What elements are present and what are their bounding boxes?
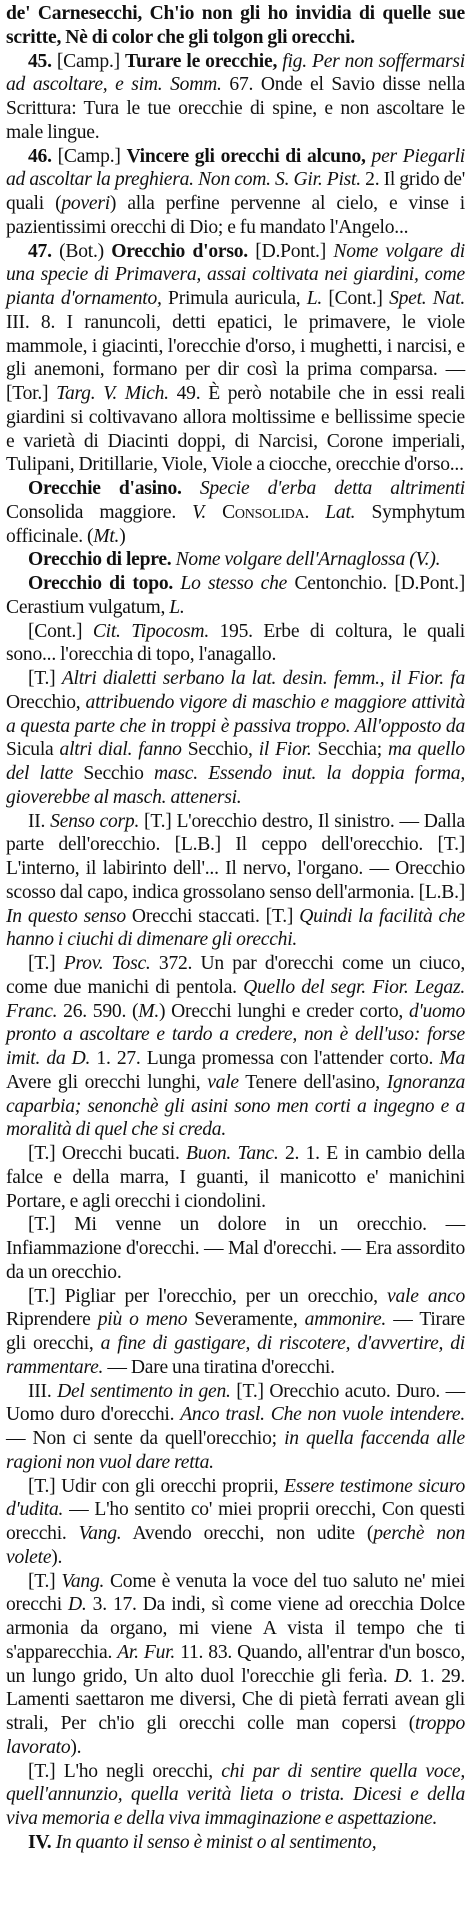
italic-text: ammonire.: [304, 1309, 387, 1331]
text-run: ) Orecchi lunghi e creder corto,: [159, 1000, 409, 1022]
text-run: .: [304, 501, 326, 523]
entry-paragraph: [6, 1760, 465, 1831]
text-run: 49. È però notabile che in essi reali giardini si coltivavano allora moltissime e bellissime specie e varietà di Diacinti doppi, di Narcisi, Corone imperiali, Tulipani, Dritillarie, Viole, Viole a ciocche, orecchie d'orso...: [6, 383, 465, 476]
text-run: 26. 590. (: [57, 1000, 139, 1022]
italic-text: In questo senso: [6, 905, 126, 927]
text-run: — Dare una tiratina d'orecchi.: [103, 1356, 335, 1378]
italic-text: Ma: [439, 1048, 466, 1069]
text-run: [T.]: [28, 668, 62, 689]
italic-text: vale: [207, 1071, 239, 1093]
text-run: [T.] L'orecchio destro, Il sinistro. — Dalla parte dell'orecchio. [L.B.] Il ceppo dell'orecchio. [T.] L'interno, il labirinto dell'... Il nervo, l'organo. — Orecchio scosso dal capo, indica grossolano senso dell'armonia. [L.B.]: [6, 810, 465, 903]
entry-paragraph: [6, 548, 465, 572]
text-run: Avere gli orecchi lunghi,: [6, 1071, 208, 1093]
italic-text: Quindi la facilità che hanno i ciuchi di dimenare gli orecchi.: [6, 905, 465, 951]
text-run: [T.] Mi venne un dolore in un orecchio. — Infiammazione d'orecchi. — Mal d'orecchi. — Era assordito da un orecchio.: [6, 1214, 465, 1283]
entry-paragraph: [6, 240, 465, 478]
bold-text: Orecchio di topo.: [28, 573, 174, 594]
italic-text: Altri dialetti serbano la lat. desin. femm., il Fior. fa: [61, 668, 465, 689]
entry-paragraph: [6, 50, 465, 145]
text-run: ): [119, 525, 126, 547]
text-run: Primula auricula,: [161, 288, 307, 309]
italic-text: d'uomo pronto a ascoltare e tardo a credere, non è dell'uso: forse imit. da D.: [6, 1000, 465, 1069]
text-run: Secchio: [73, 763, 154, 784]
italic-text: per Piegarli ad ascoltar la preghiera. Non com. S. Gir. Pist.: [6, 145, 465, 191]
text-run: 2. Il grido de' quali (: [6, 169, 465, 214]
bold-text: Orecchie d'asino.: [28, 478, 182, 499]
bold-text: de' Carnesecchi, Ch'io non gli ho invidia di quelle sue scritte, Nè di color che gli tolgon gli orecchi.: [6, 3, 465, 48]
entry-paragraph: [6, 1142, 465, 1213]
italic-text: in quella faccenda alle ragioni non vuol dare retta.: [6, 1428, 465, 1473]
text-run: — Tirare gli orecchi,: [6, 1309, 465, 1354]
entry-paragraph: [6, 810, 465, 953]
text-run: [T.] L'ho negli orecchi,: [28, 1760, 222, 1782]
text-run: [182, 478, 200, 499]
italic-text: Ignoranza caparbia; senonchè gli asini sono men corti a ingegno e a moralità di quel che si creda.: [6, 1071, 465, 1141]
text-run: [Camp.]: [51, 50, 126, 72]
italic-text: masc. Essendo inut. la doppia forma, gioverebbe al masch. attenersi.: [6, 763, 465, 808]
text-run: [Cont.]: [322, 288, 390, 309]
italic-text: Targ. V. Mich.: [56, 383, 169, 404]
italic-text: Buon. Tanc.: [186, 1143, 279, 1164]
entry-paragraph: [6, 572, 465, 620]
bold-text: Vincere gli orecchi di alcuno,: [126, 145, 366, 167]
italic-text: Del sentimento in gen.: [57, 1380, 231, 1402]
italic-text: Anco trasl. Che non vuole intendere.: [180, 1404, 465, 1426]
bold-text: 45.: [28, 50, 52, 72]
text-run: Riprendere: [6, 1309, 98, 1331]
italic-text: fig. Per non soffermarsi ad ascoltare, e sim. Somm.: [6, 50, 465, 96]
entry-paragraph: [6, 1475, 465, 1570]
text-run: Consolida maggiore.: [6, 501, 193, 523]
italic-text: perchè non volete: [6, 1523, 465, 1568]
italic-text: Quello del segr. Fior. Legaz. Franc.: [6, 976, 465, 1022]
italic-text: Prov. Tosc.: [63, 953, 151, 974]
entry-paragraph: [6, 477, 465, 548]
italic-text: Vang.: [61, 1570, 105, 1592]
entry-paragraph: [6, 2, 465, 50]
italic-text: Mt.: [93, 525, 120, 547]
italic-text: il Fior.: [258, 739, 312, 761]
italic-text: attribuendo vigore di maschio e maggiore attività a questa parte che in troppi è passiva troppo. All'opposto da: [6, 691, 465, 737]
italic-text: Nome volgare di una specie di Primavera, assai coltivata nei giardini, come pianta d'ornamento,: [6, 240, 465, 309]
italic-text: L.: [169, 596, 185, 618]
italic-text: Cit. Tipocosm.: [92, 620, 209, 642]
italic-text: vale anco: [387, 1285, 465, 1307]
bold-text: 47.: [28, 240, 52, 262]
text-run: Tenere dell'asino,: [238, 1071, 387, 1093]
italic-text: In quanto il senso è minist o al sentimento,: [55, 1831, 377, 1853]
italic-text: Nome volgare dell'Arnaglossa (V.).: [175, 549, 441, 571]
text-run: ).: [70, 1736, 82, 1758]
italic-text: altri dial. fanno: [59, 739, 182, 761]
entry-paragraph: [6, 952, 465, 1142]
italic-text: V.: [192, 501, 206, 523]
italic-text: Spet. Nat.: [389, 288, 465, 309]
bold-text: 46.: [28, 145, 52, 167]
italic-text: ma quello del latte: [6, 739, 465, 784]
italic-text: Ar. Fur.: [117, 1641, 176, 1663]
italic-text: Lat.: [325, 501, 356, 523]
italic-text: Specie d'erba detta altrimenti: [199, 478, 465, 499]
text-run: Secchio,: [181, 739, 259, 761]
italic-text: poveri: [61, 193, 110, 214]
text-run: [T.] Pigliar per l'orecchio, per un orecchio,: [28, 1285, 388, 1307]
entry-paragraph: [6, 1213, 465, 1284]
text-run: 372. Un par d'orecchi come un ciuco, come due manichi di pentola.: [6, 953, 465, 998]
text-run: [T.] Udir con gli orecchi proprii,: [28, 1475, 285, 1497]
italic-text: D.: [394, 1665, 413, 1687]
text-run: [Cont.]: [28, 620, 93, 642]
text-run: Come è venuta la voce del tuo saluto ne' miei orecchi: [6, 1570, 465, 1616]
italic-text: Senso corp.: [50, 810, 140, 832]
text-run: — L'ho sentito co' miei proprii orecchi, Con questi orecchi.: [6, 1499, 465, 1544]
text-run: Sicula: [6, 739, 60, 761]
text-run: 67. Onde el Savio disse nella Scrittura: Tura le tue orecchie di spine, e non ascoltare le male lingue.: [6, 74, 465, 143]
italic-text: più o meno: [97, 1309, 188, 1331]
text-run: 1. 27. Lunga promessa con l'attender corto.: [90, 1048, 440, 1069]
bold-text: IV.: [28, 1831, 52, 1853]
text-run: [T.] Orecchio acuto. Duro. — Uomo duro d'orecchi.: [6, 1380, 465, 1426]
italic-text: Essere testimone sicuro d'udita.: [6, 1475, 465, 1521]
text-run: ) alla perfine pervenne al cielo, e vinse i pazientissimi orecchi di Dio; e fu mandato l'Angelo...: [6, 193, 465, 238]
entry-paragraph: [6, 1380, 465, 1475]
text-run: (Bot.): [51, 240, 112, 262]
text-run: [Camp.]: [51, 145, 127, 167]
bold-text: Turare le orecchie,: [125, 50, 278, 72]
smallcaps-text: Consolida: [222, 501, 305, 523]
text-run: Avendo orecchi, non udite (: [121, 1523, 374, 1544]
text-run: 1. 29. Lamenti saettaron me diversi, Che di pietà ferrati avean gli strali, Per ch'io gli orecchi colle man copersi (: [6, 1665, 466, 1734]
entry-paragraph: [6, 667, 465, 810]
text-run: II.: [28, 810, 51, 832]
text-run: III. 8. I ranuncoli, detti epatici, le primavere, le viole mammole, i giacinti, l'orecchie d'orso, i mughetti, i narcisi, e gli anemoni, formano per dir così la prima comparsa. — [Tor.]: [6, 311, 465, 404]
text-run: Orecchio,: [6, 691, 86, 713]
text-run: Severamente,: [187, 1309, 305, 1331]
text-run: 2. 1. E in cambio della falce e della marra, I guanti, il manicotto e' manichini Portare, e agli orecchi i ciondolini.: [6, 1143, 465, 1212]
italic-text: Vang.: [78, 1523, 122, 1544]
italic-text: chi par di sentire quella voce, quell'annunzio, quella verità lieta o trista. Dicesi e della viva memoria e della viva immaginazione e aspettazione.: [6, 1760, 465, 1829]
text-run: 11. 83. Quando, all'entrar d'un bosco, un lungo grido, Un alto duol l'orecchie gli ferìa.: [6, 1641, 465, 1687]
italic-text: L.: [306, 288, 323, 309]
italic-text: Lo stesso che: [180, 573, 288, 594]
text-run: Symphytum officinale. (: [6, 501, 465, 547]
italic-text: M.: [138, 1000, 159, 1022]
entry-paragraph: [6, 1831, 465, 1855]
text-run: [D.Pont.]: [247, 240, 334, 262]
italic-text: a fine di gastigare, di riscotere, d'avvertire, di rammentare.: [6, 1333, 465, 1378]
entry-paragraph: [6, 620, 465, 668]
text-run: [206, 502, 222, 523]
text-run: Orecchi staccati. [T.]: [125, 905, 300, 927]
text-run: 195. Erbe di coltura, le quali sono... l'orecchia di topo, l'anagallo.: [6, 620, 465, 666]
text-run: ).: [51, 1546, 63, 1568]
entry-paragraph: [6, 145, 465, 240]
text-run: III.: [28, 1380, 58, 1402]
italic-text: D.: [68, 1594, 87, 1616]
text-run: [T.]: [28, 953, 64, 974]
bold-text: Orecchio d'orso.: [111, 240, 248, 262]
text-run: [T.]: [28, 1570, 62, 1592]
text-run: 3. 17. Da indi, sì come viene ad orecchia Dolce armonia da organo, mi viene A vista il tempo che ti s'apparecchia.: [6, 1594, 465, 1663]
italic-text: troppo lavorato: [6, 1713, 465, 1758]
entry-paragraph: [6, 1570, 465, 1760]
bold-text: Orecchio di lepre.: [28, 549, 172, 571]
entry-paragraph: [6, 1285, 465, 1380]
text-run: — Non ci sente da quell'orecchio;: [6, 1428, 285, 1449]
text-run: Secchia;: [311, 739, 388, 761]
text-run: [T.] Orecchi bucati.: [28, 1143, 187, 1164]
text-run: Centonchio. [D.Pont.] Cerastium vulgatum,: [6, 573, 465, 618]
